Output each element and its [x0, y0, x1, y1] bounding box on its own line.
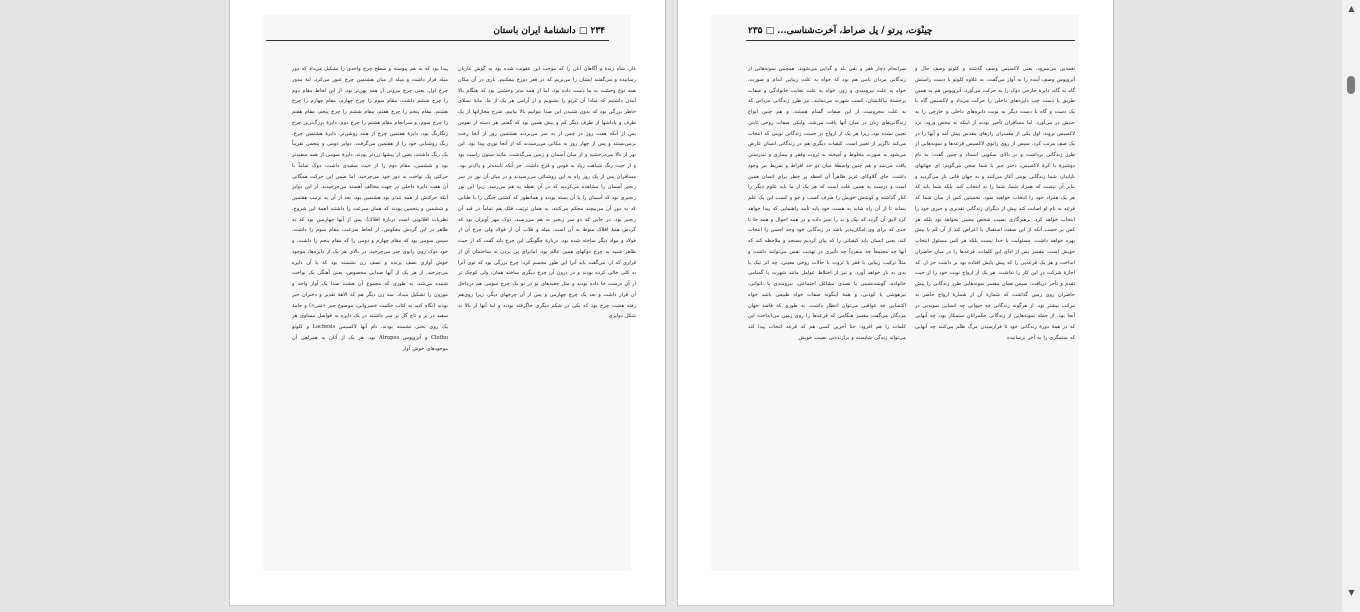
scrollbar-thumb[interactable]	[1347, 76, 1355, 94]
text-column-right: نغمه‌یی می‌سرود، یعنی لاکسیس وصف گذشته و کلوتو وصف حال و آتروپوس وصف آینده را به آواز می‌گفت. به علاوه کلوتو با دست راستش گاه به گاه، دایرهٔ خارجی دوک را به حرکت می‌آورد. آتروپوس هم به همین طریق با دست چپ دایره‌های داخلی را حرکت می‌داد و لاکسیس گاه با یک دست و گاه با دست دیگر به نوبت دایره‌های داخلی و خارجی را به جنبش در می‌آورد. اما مسافران تأخیر بودند از اینکه به محض ورود، نزد لاکسیس بروند. اول یکی از مفسران رازهای مقدس پیش آمد و آنها را در یک صف مرتب کرد. سپس از روی زانوی لاکسیس قرعه‌ها و نمونه‌هایی از طرز زندگانی برداشت و بر بالای سکویی ایستاد و چنین گفت: به نام دوشیزهٔ با کرهٔ لاکسیس، دختر جبر با شما سخن می‌گویم: ای جهانهای ناپایدار، شما زندگانی نوینی آغاز می‌کنید و به جهان فانی باز می‌گردید و بنابر آن نیست که همزاد شما، شما را به انتخاب کند، بلکه شما باید که هر یک همزاد خود را انتخاب خواهید نمود. نخستین کس از میان شما که قرعه به نام او اصابت کند پیش از دیگران زندگانی تقدیری و جبری خود را انتخاب خواهد کرد. پرهیزگاری نصیب شخص معینی نخواهد بود بلکه هر کس بر حسب آنکه از این صفت استقبال یا اعراض کند از آن کم یا بیش بهره خواهد داشت. مسئولیت با خدا نیست بلکه هر کس مسئول انتخاب خویش است. مفسر پس از ادای این کلمات، قرعه‌ها را در میان حاضران انداخت و هر یک قرعه‌یی را که پیش پایش افتاده بود بر داشت جز ار. که اجازهٔ شرکت در این کار را نداشت. هر یک از ارواح نوبت خود را از حیث تقدم و تأخر دریافت. سپس همان مفسر نمونه‌هایی طرز زندگانی را پیش حاضران روی زمین گذاشت که شمارهٔ آن از شمارهٔ ارواح حاضر به مراتب بیشتر بود. از هرگونه زندگانی چه حیوانی چه انسانی نمونه‌یی در آنجا بود. از جمله نمونه‌هایی از زندگانی حکمرانانِ ستمکار بود، چه آنهایی که در همهٔ دورهٔ زندگانی خود تا فرارسیدن مرگ ظلم می‌کنند چه آنهایی که ستمگری را به آخر نرسانیده	[915, 66, 1075, 341]
vertical-scrollbar[interactable]	[1341, 0, 1360, 612]
scroll-down-icon[interactable]: ▼	[1348, 588, 1355, 597]
page-header: ۲۳۴ □ دانشنامهٔ ایران باستان	[493, 26, 605, 36]
page-header: چینْوَت، پرتو / پل صراط، آخرت‌شناسی... □ ۲۳۵	[748, 26, 933, 36]
text-column-left: سرانجام دچار فقر و نفی بلد و گدایی می‌شوند. همچنین نمونه‌هایی از زندگانی مردان نامی هم بود که خواه به علت زیبایی اندام و صورت، خواه به علت نیرومندی و زور، خواه به علت نجابت خانوادگی و صفات برجستهٔ نیاکانشان، کسب شهرت می‌نمایند. نیز طرز زندگانی مردانی که به علت محرومیت از این صفات گمنام هستند، و هم چنین انواع زندگانی‌های زنان در میان آنها یافت می‌شد، ولیکن صفات روحی ثابتی تعیین نشده بود، زیرا هر یک از ارواح بر حسب زندگانی نوینی که انتخاب می‌کند ناگزیر از تغییر است. کیفیات دیگری هم در زندگانی انسان عارض می‌شود به صورت مخلوط و آمیخته به ثروت وفقر و بیماری و تندرستی یافت می‌شد و هم چنین واسطهٔ میان دو حد افراط و تفریط نیز وجود داشت. جای گلاوکای عزیز ظاهراً آن لحظه پر خطر برای انسان همین است و درست به همین علت است که هر یک از ما باید علوم دیگر را کنار گذاشته و کوشش خویش را صرف کسب و جو و کسب این یک علم بنماید تا از آن راه شاید به هست خود پایه تأیید راهنمایی که پیدا خواهد کرد لایق آن گردد که نیک و بد را تمیز داده و در همه احوال و همه جا تا حدی که برای وی امکان‌پذیر باشد در زندگانی خود وجه احسن را انتخاب کند، یعنی انسان باید کیفیاتی را که بیان کردیم بسنجد و ملاحظه کند که آنها چه مجتمعاً چه منفرداً چه تأثیری در تهذیب نفس می‌توانند داشت و مثلاً ترکیب زیبایی با فقر یا ثروت با حالات روحی معینی، چه اثر نیک یا بدی به بار خواهد آورد. و نیز از اختلاط عوامل مانند شهرت یا گمنامی خانواده، گوشه‌نشینی یا تصدی مشاغل اجتماعی، نیرومندی یا ناتوانی، تیزهوشی یا کودنی، و همهٔ اینگونه صفات خواه طبیعی باشد خواه اکتسابی چه عواقبی می‌توان انتظار داشت. به طوری که فاصد جهان مردگان می‌گفت مفسر هنگامی که قرعه‌ها را روی زمین می‌انداخت این کلمات را هم افزود: حتا آخرین کسی هم که قرعه انتخاب پیدا کند می‌تواند زندگی شایسته و برازنده‌یی نصیب خویش	[748, 66, 906, 341]
viewer-bottom-gap	[0, 606, 1341, 612]
scroll-up-icon[interactable]: ▲	[1348, 4, 1355, 13]
header-rule	[266, 40, 609, 41]
text-column-left: پیدا بود که به هم پیوسته و سطح چرخ واحدی را تشکیل می‌داد که دور میله قرار داشت و میله از میان هشتمین چرخ عبور می‌کرد. لبهٔ مدور چرخ اول، یعنی چرخ بیرونی از همه پهن‌تر بود. از این لحاظ مقام دوم را چرخ ششم داشت، مقام سوم را چرخ چهارم، مقام چهارم را چرخ هشتم، مقام پنجم را چرخ هفتم، مقام ششم را چرخ پنجم، مقام هفتم را چرخ سوم، و سرانجام مقام هشتم را چرخ دوم. دایرهٔ بزرگ‌ترین چرخ رنگارنگ بود، دایرهٔ هفتمین چرخ از همه روشن‌تر، دایرهٔ هشتمین چرخ، رنگ روشنایی خود را از هفتمین می‌گرفت. دوایر دومی و پنجمی تقریباً یک رنگ داشتند، یعنی از پیشها زردتر بودند. دایرهٔ سومی از همه سفیدتر بود و ششمین، مقام دوم را از حیث سفیدی داشت. دوک تماماً با حرکتی یک نواخت به دور خود می‌چرخید، اما ضمن این حرکت همگانی آن هفت دایرهٔ داخلی در جهت مخالف آهسته می‌چرخیدند. از این دوایر آنکه حرکتش از همه تندتر بود هشتمین بود، بعد از آن به ترتیب هفتمین و ششمین و پنجمین بودند که همان سرعت را داشتند (همهٔ این شروح، نظریات افلاتونی است دربارهٔ افلاک). پس از آنها چهارمین بود که به ظاهر در این گردش معکوس، از لحاظ سرعت، مقام سوم را داشت. سپس سومی بود که مقام چهارم و دومی را که مقام پنجم را داشت. و خود دوک روی زانوی جبر می‌چرخید. در بالای هر یک از دایره‌ها، موجود خوش آوازی نصف پرنده و نصف زن نشسته بود که با آن دایره می‌چرخید. از هر یک از آنها صدایی مخصوص، یعنی آهنگی یک نواخت شنیده می‌شد، به طوری که مجموع آن هشت صدا یک آواز واحد و موزون را تشکیل میداد. سه زن دیگر هم که الاههٔ تقدیر و دختران جبر بودند (نگاه کنید به کتاب حکمت خسروانی، موضوع جبر «مَنی») و جامهٔ سفید در بر و تاج گل بر سر داشتند در یک دایره به فواصل مساوی هر یک روی تختی نشسته بودند. نام آنها لاکسیس Lachesis و کلوتو Clotho و آتروپوس Atropos بود. هر یک از آنان به همراهی آن موجودهای خوش آواز	[292, 66, 448, 352]
header-rule	[746, 40, 1075, 41]
page-234	[229, 0, 666, 606]
text-column-right: غار، شاه زندهٔ و آگاهان آنان را که موجب این عقوبت شده بود به گوش عاریان رسانیده و می‌گفتند ایشان را می‌بریم که در قعر دوزخ بیفکنیم. باری در آن مکان همه نوع وحشت به ما دست داده بود، اما از همه بدتر وحشتی بود که هنگام بالا آمدن داشتیم که مبادا آن غریو را بشنویم و از آرامی هر یک از ما، مایهٔ تسلای خاطر بزرگی بود که بدون شنیدن این صدا بتوانیم بالا بیاییم. شرح مجازاتها از یک طرف و پاداشها از طرف دیگر کم و بیش همین بود که گفتم. هر دسته از نفوس پس از آنکه هفت روز در چمن از به سر می‌بردند هشتمین روز از آنجا رخت برمی‌بستند و پس از چهار روز به مکانی می‌رسیدند که از آنجا نوری پیدا بود. این نور از بالا می‌درخشید و از میان آسمان و زمین می‌گذشت. مانند ستون راست بود و از حیث رنگ شباهت زیاد به قوس و قزح داشت. جز آنکه تابنده‌تر و پاک‌تر بود. مسافران پس از یک روز راه به این روشنائی می‌رسیدند و در میان آن نور در سر زنجیر آسمان را مشاهده می‌کردند که در آن نقطه به هم می‌رسد. زیرا این نور زنجیری بود که آسمان را با آن بسته بودند و همانطور که کشتی جنگی را با طنابی که به دور آن می‌پیچند محکم می‌کنند، به همان ترتیب فلک هم تماماً در قید آن زنجیر بود. در جایی که دو سر زنجیر به هم می‌رسید، دوک مهر آویزان بود که گردش همهٔ افلاک منوط به آن است. میله و قلاب آن از فولاد ولی چرخ آن از فولاد و مواد دیگر ساخته شده بود. دربارهٔ چگونگی این چرخ باید گفت که از حیث ظاهر شبیه به چرخ دوکهای همین عالم بود. امابرای پی بردن به ساختمان آن از قراری که ار. می‌گفت باید آنرا این طور مجسم کرد: چرخ بزرگی بود که توی آنرا به کلی خالی کرده بودند و در درون آن چرخ دیگری ساخته همان، ولی کوچک تر از آن درست جا داده بودند و مثل جعبه‌های تو در تو یک چرخ سومی هم درداخل آن قرار داشت و بعد یک چرخ چهارمی و پس از آن چرخهای دیگر، زیرا روی‌هم رفته هشت چرخ بود که یکی در شکم دیگری جاگرفته بودند و لبهٔ آنها از بالا به شکل دوایری	[458, 66, 636, 320]
page-235	[677, 0, 1114, 606]
